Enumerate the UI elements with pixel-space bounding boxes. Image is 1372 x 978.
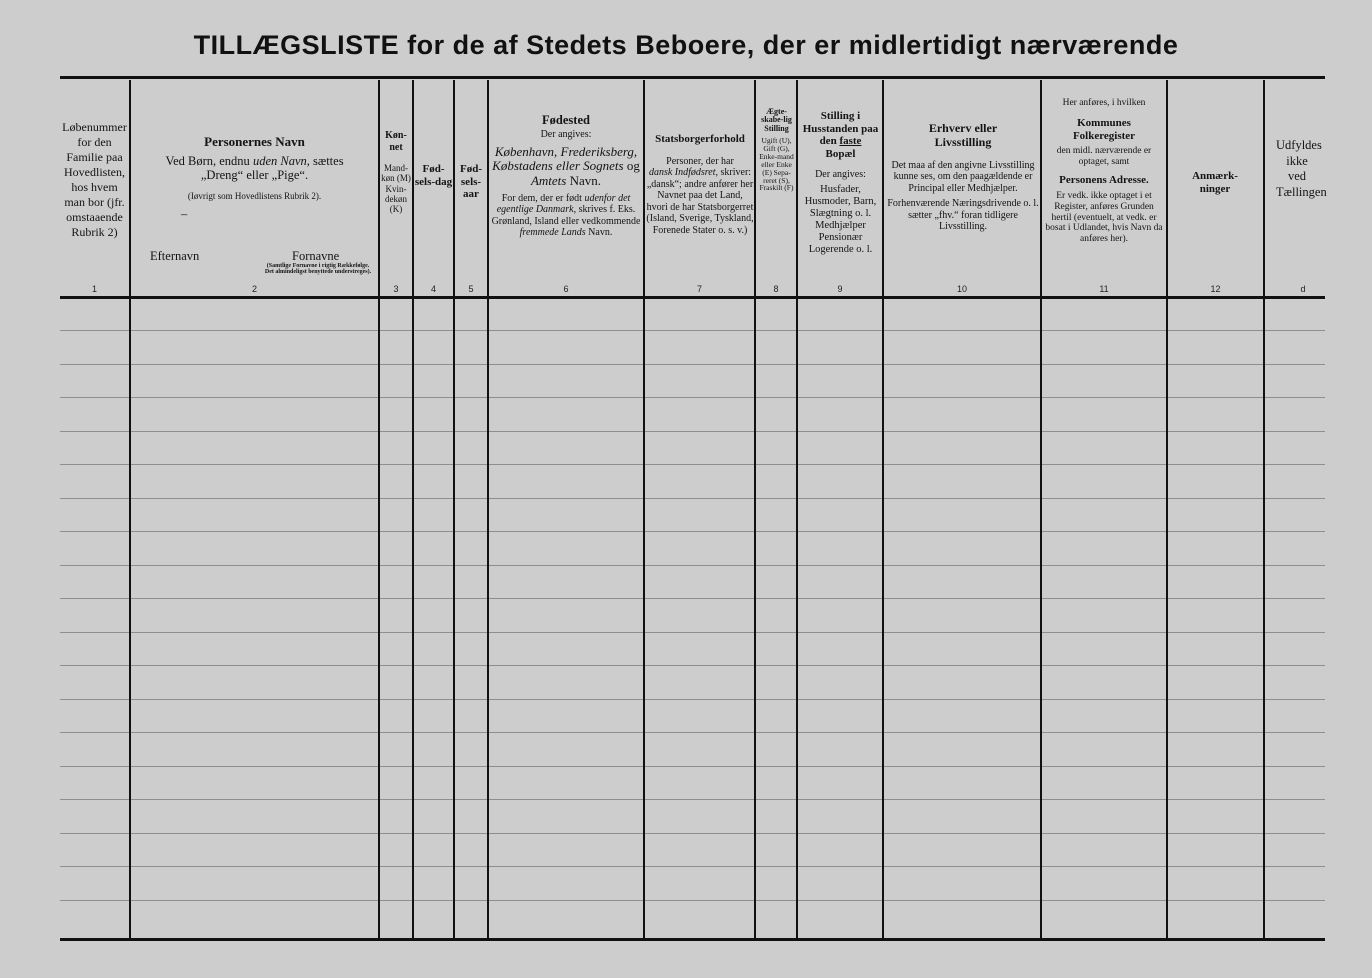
col-11-heading1: Kommunes Folkeregister (1072, 116, 1136, 142)
bottom-rule (60, 938, 1325, 941)
writing-rule (60, 364, 1325, 365)
col-12-heading: Anmærk-ninger (1192, 170, 1238, 195)
col-d-text: Udfyldes ikke ved Tællingen (1276, 138, 1327, 199)
writing-rule (60, 866, 1325, 867)
col-6-italic1: København, Frederiksberg, Købstadens eller Sognets (492, 143, 638, 174)
writing-rule (60, 632, 1325, 633)
col-8-heading: Ægte-skabe-lig Stilling (761, 107, 792, 133)
col-8-number: 8 (773, 284, 779, 294)
col-11-text2: den midl. nærværende er optaget, samt (1056, 146, 1152, 168)
col-7-text1: Personer, der har (666, 155, 734, 167)
col-9-number: 9 (837, 284, 843, 294)
col-6-header (491, 113, 641, 313)
writing-rule (60, 699, 1325, 700)
writing-rule (60, 397, 1325, 398)
col-2-line1-end: sættes (313, 153, 344, 168)
col-7-italic1: dansk Indfødsret, (648, 167, 719, 179)
col-5-heading: Fød-sels-aar (460, 163, 482, 201)
writing-rule (60, 833, 1325, 834)
writing-rule (60, 464, 1325, 465)
col-divider-8 (796, 80, 798, 940)
col-2-line1: Ved Børn, endnu (165, 153, 250, 168)
col-10-text1: Det maa af den angivne Livsstilling kunne ses, om den paagældende er Principal eller Medhjælper. (891, 159, 1035, 194)
col-divider-5 (487, 80, 489, 940)
col-10-number: 10 (956, 284, 967, 294)
col-6-places (491, 145, 641, 189)
col-9-heading-block (799, 110, 882, 161)
col-8-text: Ugift (U), Gift (G), Enke-mand eller Enke (E) Sepa-reret (S), Fraskilt (F) (759, 136, 794, 193)
col-9-text: Husfader, Husmoder, Barn, Slægtning o. l. Medhjælper Pensionær Logerende o. l. (804, 184, 877, 256)
col-11-text3: Er vedk. ikke optaget i et Register, anføres Grunden hertil (eventuelt, at vedk. er bosat i Udlandet, hvis Navn da anføres her). (1045, 190, 1163, 245)
col-9-header (799, 110, 882, 310)
firstnames-note: (Samtlige Fornavne i rigtig Rækkefølge. Det almindeligst benyttede understreges). (264, 263, 372, 276)
writing-rule (60, 598, 1325, 599)
col-divider-6 (643, 80, 645, 940)
col-6-text2a: For dem, der er født (501, 192, 582, 204)
col-7-header (646, 133, 754, 333)
col-6-italic3: udenfor det egentlige Danmark, (496, 192, 631, 216)
col-8-header (757, 108, 796, 308)
col-divider-12 (1263, 80, 1265, 940)
col-6-number: 6 (563, 284, 569, 294)
col-1-text: Løbenummer for den Familie paa Hovedlisten, hos hvem man bor (jfr. omstaaende Rubrik 2) (62, 120, 127, 239)
col-11-number: 11 (1099, 284, 1109, 294)
col-divider-7 (754, 80, 756, 940)
col-9-sub: Der angives: (815, 168, 866, 180)
col-divider-1 (129, 80, 131, 940)
col-6-foreign (491, 193, 641, 239)
col-4-number: 4 (430, 284, 436, 294)
col-10-heading: Erhverv eller Livsstilling (928, 121, 998, 149)
top-rule (60, 76, 1325, 79)
col-3-number: 3 (393, 284, 399, 294)
col-4-heading: Fød-sels-dag (414, 163, 453, 188)
col-5-number: 5 (468, 284, 474, 294)
col-2-dash: – (181, 207, 188, 222)
col-6-og: og (626, 158, 640, 174)
writing-rule (60, 565, 1325, 566)
writing-rule (60, 766, 1325, 767)
col-6-text2b: skrives f. Eks. (578, 204, 636, 216)
col-d-header (1276, 138, 1327, 338)
col-4-header (414, 163, 453, 363)
col-1-number: 1 (91, 284, 97, 294)
col-12-header (1180, 170, 1250, 370)
writing-rule (60, 732, 1325, 733)
col-11-text1: Her anføres, i hvilken (1062, 98, 1146, 108)
col-2-number: 2 (251, 284, 257, 294)
col-3-text: Mand-køn (M) Kvin-dekøn (K) (381, 163, 411, 215)
writing-rule (60, 900, 1325, 901)
col-divider-10 (1040, 80, 1042, 940)
writing-rule (60, 665, 1325, 666)
col-2-line2: „Dreng“ eller „Pige“. (200, 168, 309, 183)
col-5-header (455, 163, 487, 363)
col-6-heading: Fødested (542, 113, 590, 127)
col-6-italic2: Amtets (530, 172, 567, 188)
col-7-text2: skriver: „dansk“; andre anfører her Navnet paa det Land, hvori de har Statsborgerret (Island, Sverige, Tyskland, Forenede Stater o. s. v.) (646, 167, 754, 236)
writing-rule (60, 531, 1325, 532)
col-2-heading: Personernes Navn (204, 134, 305, 149)
col-10-text2: Forhenværende Næringsdrivende o. l. sætter „fhv.“ foran tidligere Livsstilling. (887, 198, 1039, 233)
col-11-heading2: Personens Adresse. (1059, 174, 1149, 187)
col-divider-9 (882, 80, 884, 940)
form-title: TILLÆGSLISTE for de af Stedets Beboere, der er midlertidigt nærværende (193, 30, 1179, 60)
col-2-instruction (133, 154, 376, 183)
col-d-number: d (1300, 284, 1306, 294)
surname-label: Efternavn (150, 249, 200, 263)
col-3-heading: Køn-net (385, 130, 407, 153)
col-2-header (133, 135, 376, 335)
col-9-heading2: Bopæl (825, 147, 856, 160)
col-6-text3b: Navn. (588, 227, 613, 239)
col-7-heading: Statsborgerforhold (655, 133, 745, 145)
col-9-heading-underlined: faste (839, 135, 862, 148)
firstnames-label: Fornavne (292, 249, 340, 263)
writing-rule (60, 498, 1325, 499)
writing-rule (60, 799, 1325, 800)
col-7-number: 7 (696, 284, 702, 294)
col-2-line1-italic: uden Navn, (252, 153, 310, 168)
col-6-italic4: fremmede Lands (519, 227, 586, 239)
col-divider-11 (1166, 80, 1168, 940)
col-6-sub: Der angives: (540, 129, 592, 141)
col-9-heading1: Stilling i Husstanden paa den (802, 110, 879, 148)
col-11-header (1043, 98, 1165, 298)
writing-rule (60, 431, 1325, 432)
col-6-text3a: Grønland, Island eller vedkommende (491, 215, 641, 227)
col-6-navn: Navn. (569, 172, 602, 188)
col-2-note: (Iøvrigt som Hovedlistens Rubrik 2). (187, 190, 322, 201)
col-12-number: 12 (1210, 284, 1221, 294)
col-3-header (380, 130, 412, 330)
